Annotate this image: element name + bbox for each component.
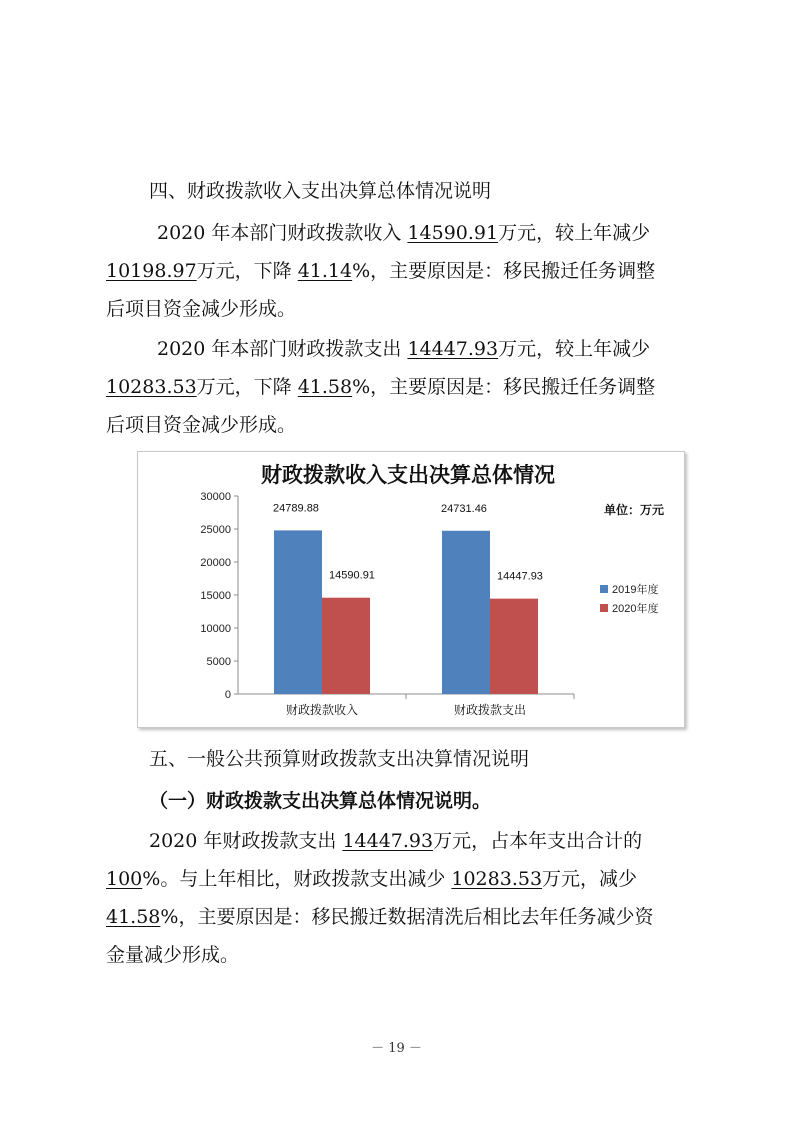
paragraph-expense-line3: 后项目资金减少形成。 [106, 414, 297, 436]
decrease-amount: 10283.53 [451, 868, 543, 890]
unit-label: 单位：万元 [603, 503, 665, 517]
paragraph-expense-line2 [106, 372, 793, 402]
bar-2020年度 [322, 598, 370, 694]
text: %，主要原因是：移民搬迁任务调整 [352, 376, 656, 398]
expense-amount: 14447.93 [407, 338, 499, 360]
total-expense-amount: 14447.93 [342, 830, 434, 852]
expense-decrease-percent: 41.58 [297, 376, 353, 398]
text: 2020 年本部门财政拨款支出 [157, 338, 408, 360]
legend-swatch [600, 604, 608, 612]
y-tick-label: 25000 [200, 524, 231, 536]
paragraph-total-line2 [106, 864, 793, 894]
y-tick-label: 0 [224, 689, 231, 701]
bar-2019年度 [442, 531, 490, 694]
bar-2020年度 [490, 599, 538, 694]
text: 万元，下降 [196, 376, 298, 398]
text: %。与上年相比，财政拨款支出减少 [142, 868, 452, 890]
share-percent: 100 [106, 868, 143, 890]
text: 2020 年本部门财政拨款收入 [157, 222, 408, 244]
text: 万元，较上年减少 [498, 338, 651, 360]
legend-label: 2020年度 [612, 603, 659, 615]
text: %，主要原因是：移民搬迁任务调整 [352, 260, 656, 282]
text: 万元，占本年支出合计的 [433, 830, 643, 852]
bar-chart [137, 451, 685, 728]
data-label: 24789.88 [273, 502, 319, 515]
data-label: 14590.91 [329, 569, 375, 582]
page-number: － 19 － [371, 1041, 422, 1056]
section5-subheading: （一）财政拨款支出决算总体情况说明。 [149, 790, 492, 812]
paragraph-income-line2 [106, 256, 793, 286]
income-amount: 14590.91 [407, 222, 499, 244]
y-tick-label: 30000 [200, 491, 231, 503]
data-label: 14447.93 [497, 570, 543, 583]
y-tick-label: 10000 [200, 623, 231, 635]
section4-heading: 四、财政拨款收入支出决算总体情况说明 [149, 180, 492, 202]
text: %，主要原因是：移民搬迁数据清洗后相比去年任务减少资 [160, 906, 654, 928]
text: 万元，较上年减少 [498, 222, 651, 244]
legend-swatch [600, 585, 608, 593]
y-tick-label: 5000 [206, 656, 231, 668]
income-decrease-amount: 10198.97 [106, 260, 197, 282]
y-tick-label: 15000 [200, 590, 231, 602]
chart-legend [600, 582, 658, 615]
data-label: 24731.46 [441, 502, 487, 515]
paragraph-total-line3 [106, 902, 793, 932]
chart-bars [273, 502, 543, 694]
legend-label: 2019年度 [612, 584, 659, 596]
x-tick-label: 财政拨款支出 [453, 703, 527, 717]
section5-heading: 五、一般公共预算财政拨款支出决算情况说明 [149, 748, 530, 770]
paragraph-income-line1 [157, 218, 793, 248]
paragraph-expense-line1 [157, 334, 793, 364]
text: 万元，减少 [542, 868, 638, 890]
decrease-percent: 41.58 [106, 906, 161, 928]
paragraph-total-line4: 金量减少形成。 [106, 944, 240, 966]
bar-2019年度 [274, 530, 322, 694]
expense-decrease-amount: 10283.53 [106, 376, 197, 398]
text: 万元，下降 [196, 260, 298, 282]
x-tick-label: 财政拨款收入 [285, 703, 359, 717]
income-decrease-percent: 41.14 [297, 260, 353, 282]
paragraph-total-line1 [149, 826, 793, 856]
text: 2020 年财政拨款支出 [149, 830, 343, 852]
chart-title: 财政拨款收入支出决算总体情况 [261, 463, 555, 487]
y-tick-label: 20000 [200, 557, 231, 569]
chart-canvas [138, 452, 684, 727]
paragraph-income-line3: 后项目资金减少形成。 [106, 298, 297, 320]
